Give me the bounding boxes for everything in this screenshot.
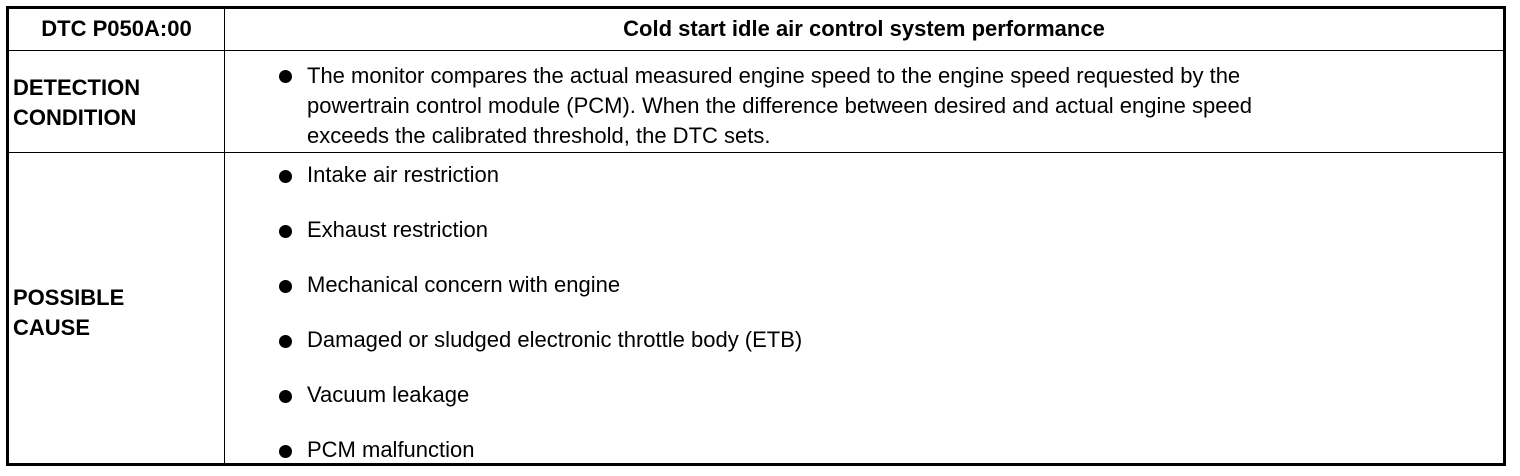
- dtc-code: DTC P050A:00: [41, 16, 192, 41]
- list-item: Mechanical concern with engine: [307, 272, 621, 297]
- detection-text-line: exceeds the calibrated threshold, the DTC sets.: [307, 123, 771, 148]
- detection-condition-row: [9, 51, 1503, 153]
- cause-label-line: POSSIBLE: [13, 285, 125, 310]
- list-item: Intake air restriction: [307, 162, 499, 187]
- detection-content-cell: [225, 51, 1503, 152]
- bullet-icon: [279, 170, 292, 183]
- cause-content-cell: [225, 153, 1503, 466]
- bullet-icon: [279, 390, 292, 403]
- list-item: Vacuum leakage: [307, 382, 470, 407]
- dtc-table: [6, 6, 1506, 466]
- cause-label-line: CAUSE: [13, 315, 91, 340]
- header-title-cell: [225, 9, 1503, 50]
- detection-label-line: CONDITION: [13, 105, 137, 130]
- header-code-cell: [9, 9, 225, 50]
- detection-text-line: powertrain control module (PCM). When the difference between desired and actual engine speed: [307, 93, 1252, 118]
- bullet-icon: [279, 280, 292, 293]
- cause-label-cell: [9, 153, 225, 466]
- list-item: Exhaust restriction: [307, 217, 488, 242]
- list-item: PCM malfunction: [307, 437, 475, 462]
- detection-description: [307, 61, 1252, 151]
- bullet-icon: [279, 70, 292, 83]
- bullet-icon: [279, 225, 292, 238]
- list-item: Damaged or sludged electronic throttle body (ETB): [307, 327, 803, 352]
- detection-label-cell: [9, 51, 225, 152]
- possible-cause-row: [9, 153, 1503, 466]
- detection-label-line: DETECTION: [13, 75, 141, 100]
- table-header-row: [9, 9, 1503, 51]
- bullet-icon: [279, 335, 292, 348]
- possible-cause-label: [13, 283, 124, 343]
- bullet-icon: [279, 445, 292, 458]
- dtc-title: Cold start idle air control system performance: [623, 16, 1105, 41]
- detection-condition-label: [13, 73, 140, 133]
- detection-text-line: The monitor compares the actual measured engine speed to the engine speed requested by the: [307, 63, 1241, 88]
